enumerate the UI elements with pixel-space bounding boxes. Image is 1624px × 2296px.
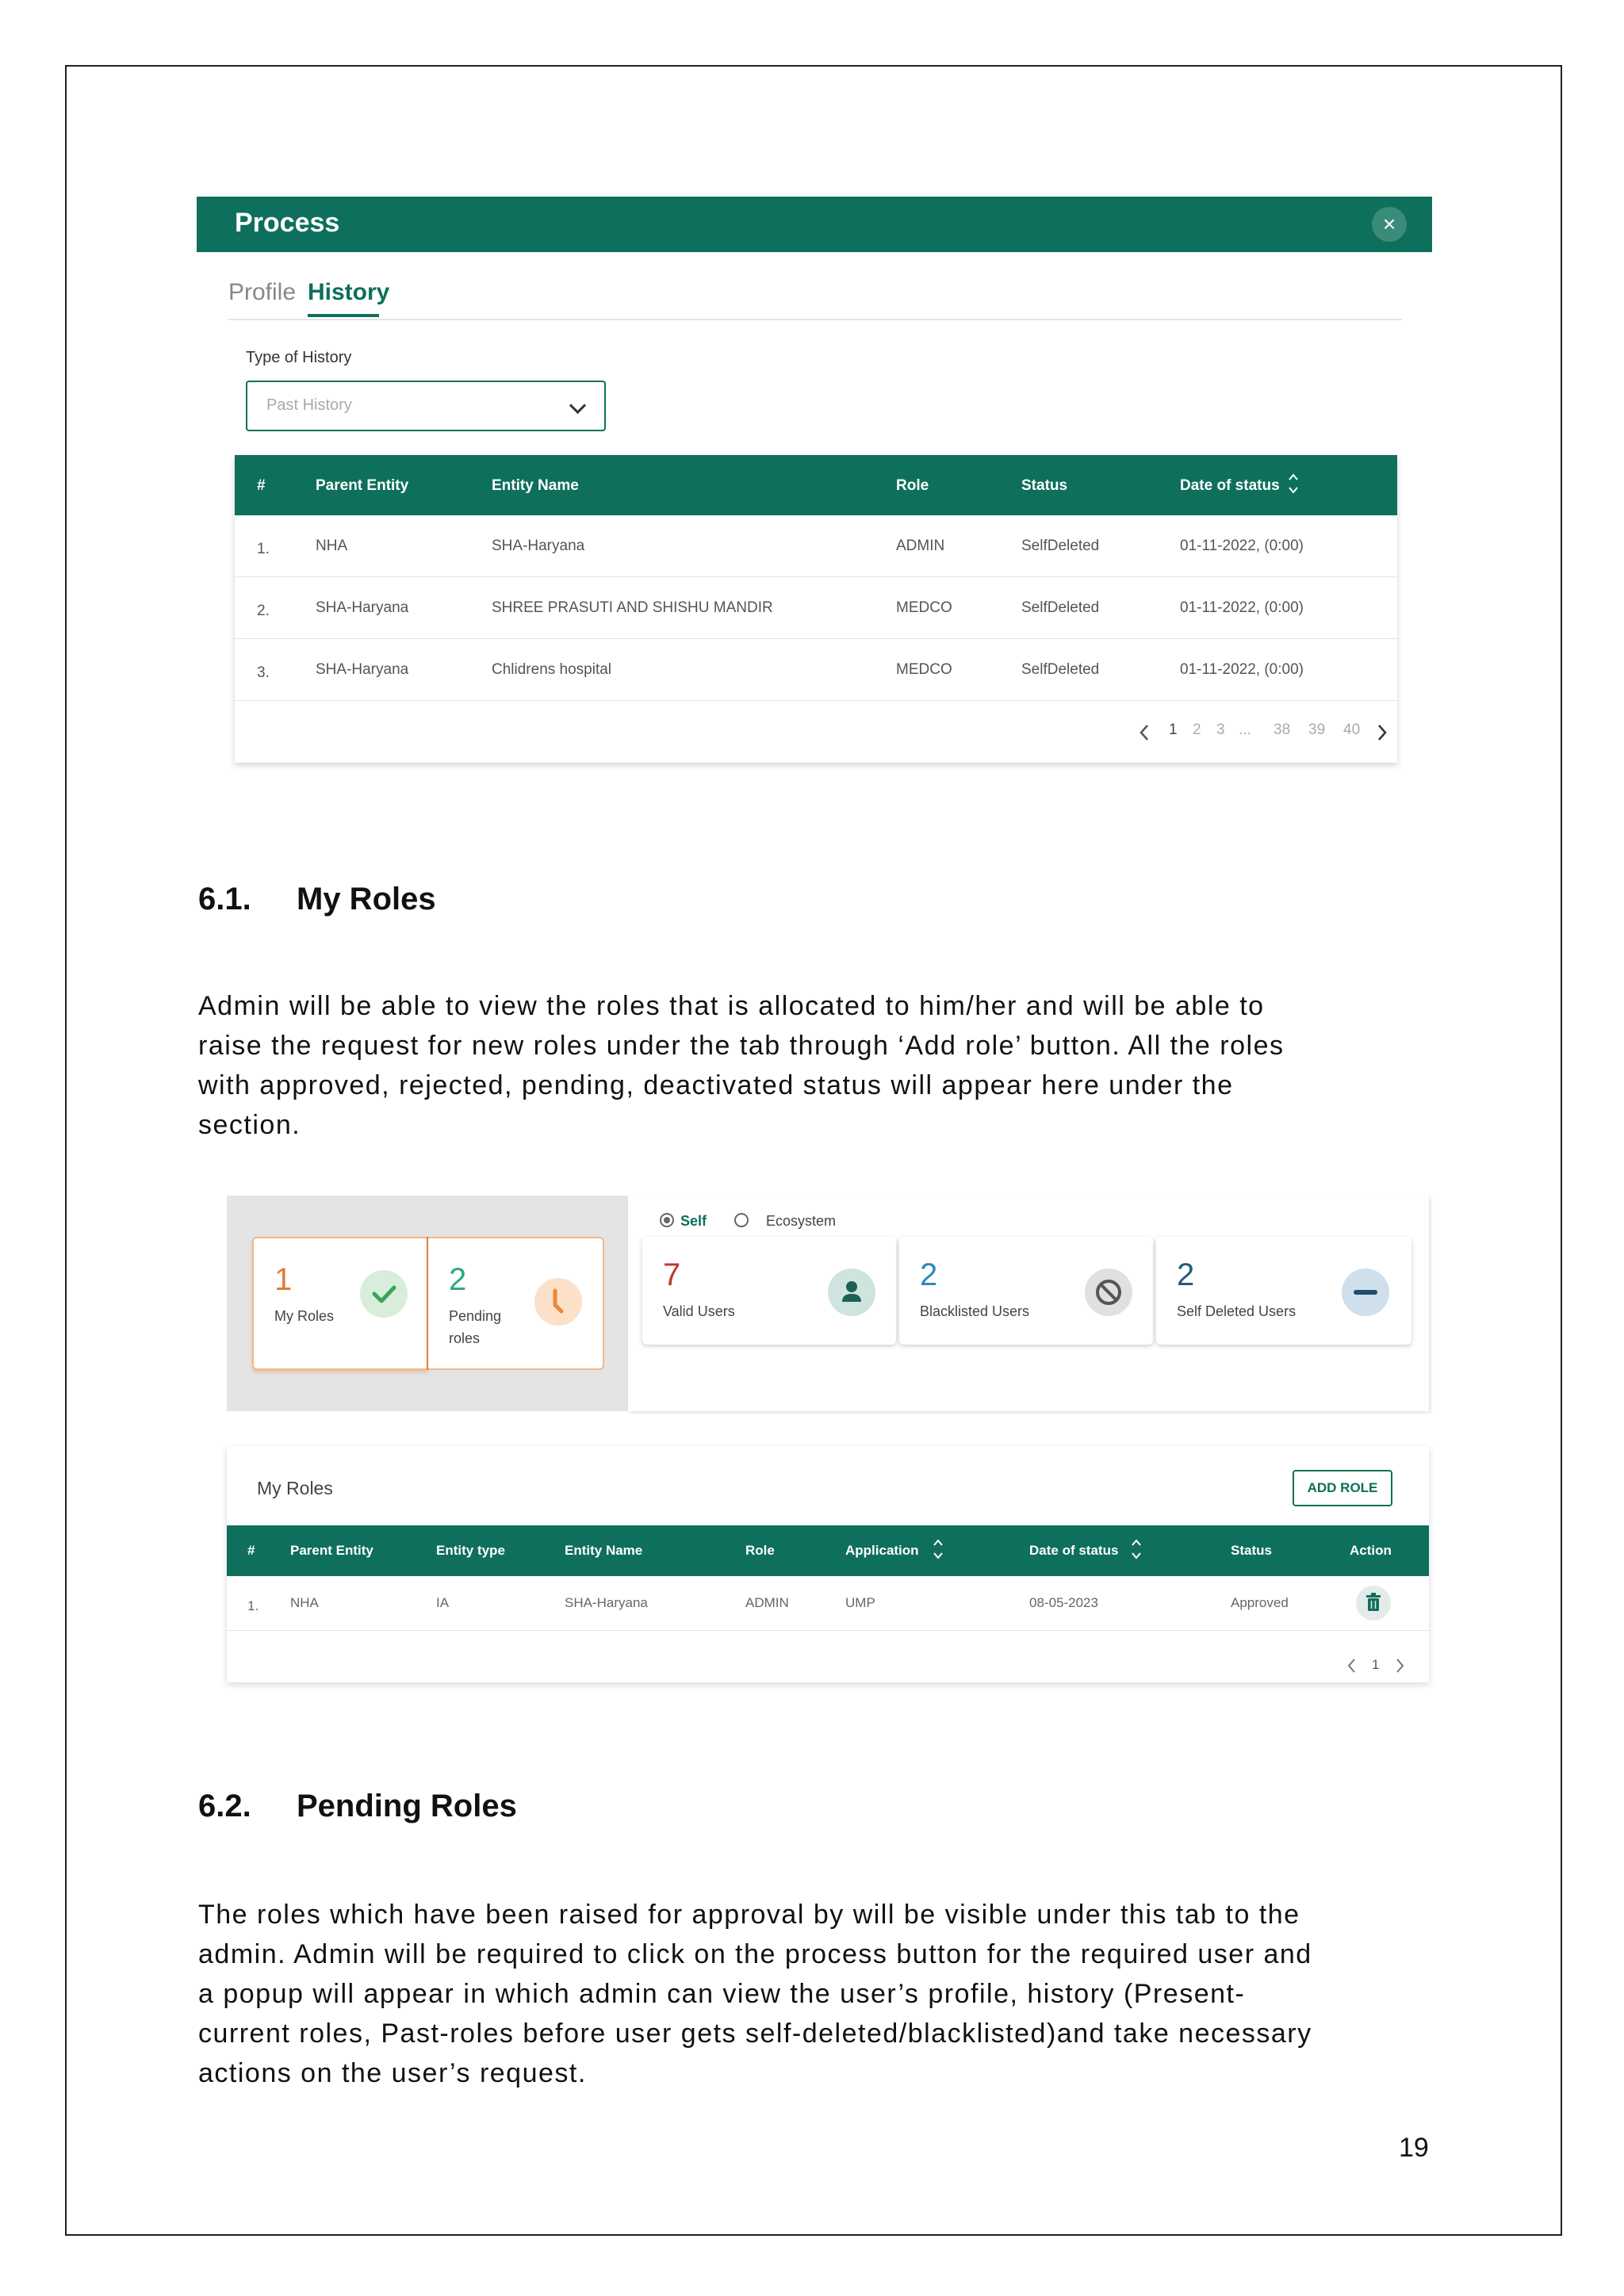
paragraph-line: actions on the user’s request. [198,2058,587,2088]
add-role-button[interactable]: ADD ROLE [1293,1470,1392,1506]
radio-self[interactable] [660,1213,674,1227]
cell-entity-name: SHA-Haryana [492,538,585,554]
cell-date: 01-11-2022, (0:00) [1180,599,1304,616]
col-header-parent-entity: Parent Entity [316,477,409,494]
col-header-application: Application [845,1543,919,1558]
paragraph-line: with approved, rejected, pending, deactivated status will appear here under the [198,1070,1234,1100]
chevron-down-icon [569,397,586,414]
page-link[interactable]: 3 [1216,721,1225,738]
cell-role: ADMIN [896,538,945,554]
trash-icon [1356,1586,1391,1621]
my-roles-table-header [227,1525,1429,1576]
card-label: Valid Users [663,1303,735,1319]
user-icon [828,1269,875,1316]
table-row [235,515,1397,577]
col-header-role: Role [896,477,929,494]
cell-number: 1. [247,1598,259,1613]
col-header-number: # [257,477,266,494]
history-type-label: Type of History [246,349,352,366]
cell-date: 01-11-2022, (0:00) [1180,661,1304,678]
radio-ecosystem[interactable] [734,1213,749,1227]
cell-entity-type: IA [436,1595,450,1610]
cell-parent-entity: SHA-Haryana [316,599,409,616]
paragraph-line: raise the request for new roles under the tab through ‘Add role’ button. All the roles [198,1031,1285,1061]
cell-role: MEDCO [896,661,952,678]
card-label: Self Deleted Users [1177,1303,1297,1319]
section-6-2-paragraph [198,1895,1435,2093]
sort-icon[interactable] [1131,1538,1142,1560]
tab-history[interactable]: History [308,279,390,305]
minus-icon [1342,1269,1389,1316]
chevron-right-icon[interactable] [1396,1657,1405,1674]
page-link[interactable]: 2 [1193,721,1201,738]
cell-number: 1. [257,541,270,557]
close-button[interactable]: × [1372,207,1407,242]
table-row [227,1576,1429,1631]
history-pagination [1139,721,1392,745]
history-type-value: Past History [266,396,352,414]
section-number-6-1: 6.1. [198,882,251,916]
process-panel [197,197,1432,767]
col-header-parent-entity: Parent Entity [290,1543,373,1558]
table-row [235,577,1397,639]
cell-parent-entity: NHA [316,538,348,554]
process-tabs [228,279,1402,320]
section-title-pending-roles: Pending Roles [297,1789,517,1823]
card-label: My Roles [274,1308,335,1324]
paragraph-line: Admin will be able to view the roles that is allocated to him/her and will be able to [198,991,1265,1021]
card-my-roles[interactable] [252,1237,428,1370]
col-header-status: Status [1021,477,1068,494]
card-pending-roles[interactable] [428,1237,604,1370]
cell-role: MEDCO [896,599,952,616]
page-link[interactable]: 39 [1308,721,1326,738]
card-value: 2 [920,1257,938,1292]
cell-parent-entity: SHA-Haryana [316,661,409,678]
my-roles-pagination [1346,1657,1410,1676]
chevron-left-icon[interactable] [1139,723,1150,742]
process-title: Process [235,208,340,238]
card-value: 2 [449,1262,467,1297]
paragraph-line: admin. Admin will be required to click on the process button for the required user and [198,1939,1312,1969]
dashboard-user-stats [628,1196,1429,1411]
clock-icon [534,1278,582,1326]
card-label: Blacklisted Users [920,1303,1030,1319]
my-roles-title: My Roles [257,1478,333,1498]
cell-entity-name: Chlidrens hospital [492,661,612,678]
my-roles-card [227,1446,1429,1682]
col-header-entity-type: Entity type [436,1543,505,1558]
col-header-date-of-status: Date of status [1180,477,1280,494]
cell-entity-name: SHA-Haryana [565,1595,648,1610]
cell-number: 2. [257,603,270,619]
tab-profile[interactable]: Profile [228,279,297,305]
cell-status: SelfDeleted [1021,538,1100,554]
section-number-6-2: 6.2. [198,1789,251,1823]
cell-entity-name: SHREE PRASUTI AND SHISHU MANDIR [492,599,773,616]
sort-icon[interactable] [1288,473,1299,495]
col-header-status: Status [1231,1543,1272,1558]
card-value: 2 [1177,1257,1195,1292]
col-header-entity-name: Entity Name [492,477,579,494]
cell-date: 01-11-2022, (0:00) [1180,538,1304,554]
dashboard-my-stats [227,1196,628,1411]
cell-role: ADMIN [745,1595,789,1610]
col-header-date-of-status: Date of status [1029,1543,1119,1558]
cell-status: SelfDeleted [1021,599,1100,616]
section-6-1-paragraph [198,986,1435,1145]
radio-self-label: Self [680,1213,707,1229]
page-number: 19 [1399,2133,1429,2163]
paragraph-line: current roles, Past-roles before user gets self-deleted/blacklisted)and take necessary [198,2019,1312,2049]
delete-role-button[interactable] [1356,1586,1391,1621]
history-table-header [235,455,1397,515]
cell-status: Approved [1231,1595,1289,1610]
card-label-line: roles [449,1330,481,1346]
check-icon [360,1270,408,1318]
section-title-my-roles: My Roles [297,882,436,916]
col-header-action: Action [1350,1543,1392,1558]
page-link[interactable]: 38 [1274,721,1291,738]
table-row [235,639,1397,701]
paragraph-line: The roles which have been raised for approval by will be visible under this tab to the [198,1900,1300,1930]
col-header-entity-name: Entity Name [565,1543,643,1558]
card-blacklisted-users[interactable] [899,1237,1153,1345]
active-tab-indicator [308,314,379,317]
sort-icon[interactable] [933,1538,944,1560]
block-icon [1085,1269,1132,1316]
cell-date: 08-05-2023 [1029,1595,1098,1610]
cell-application: UMP [845,1595,875,1610]
page-ellipsis: ... [1239,721,1251,738]
card-valid-users[interactable] [642,1237,896,1345]
paragraph-line: a popup will appear in which admin can view the user’s profile, history (Present- [198,1979,1246,2009]
chevron-left-icon[interactable] [1346,1657,1356,1674]
card-label-line: Pending [449,1308,502,1324]
cell-status: SelfDeleted [1021,661,1100,678]
paragraph-line: section. [198,1110,301,1140]
col-header-number: # [247,1543,255,1558]
card-self-deleted-users[interactable] [1156,1237,1411,1345]
history-table [235,455,1397,763]
cell-parent-entity: NHA [290,1595,319,1610]
cell-number: 3. [257,664,270,681]
page-link[interactable]: 40 [1343,721,1361,738]
history-type-select[interactable] [246,381,606,431]
chevron-right-icon[interactable] [1377,723,1388,742]
page-link-active[interactable]: 1 [1169,721,1178,738]
process-header [197,197,1432,252]
col-header-role: Role [745,1543,775,1558]
card-value: 7 [663,1257,681,1292]
page-link-active[interactable]: 1 [1372,1657,1380,1672]
card-value: 1 [274,1262,293,1297]
radio-ecosystem-label: Ecosystem [766,1213,837,1229]
